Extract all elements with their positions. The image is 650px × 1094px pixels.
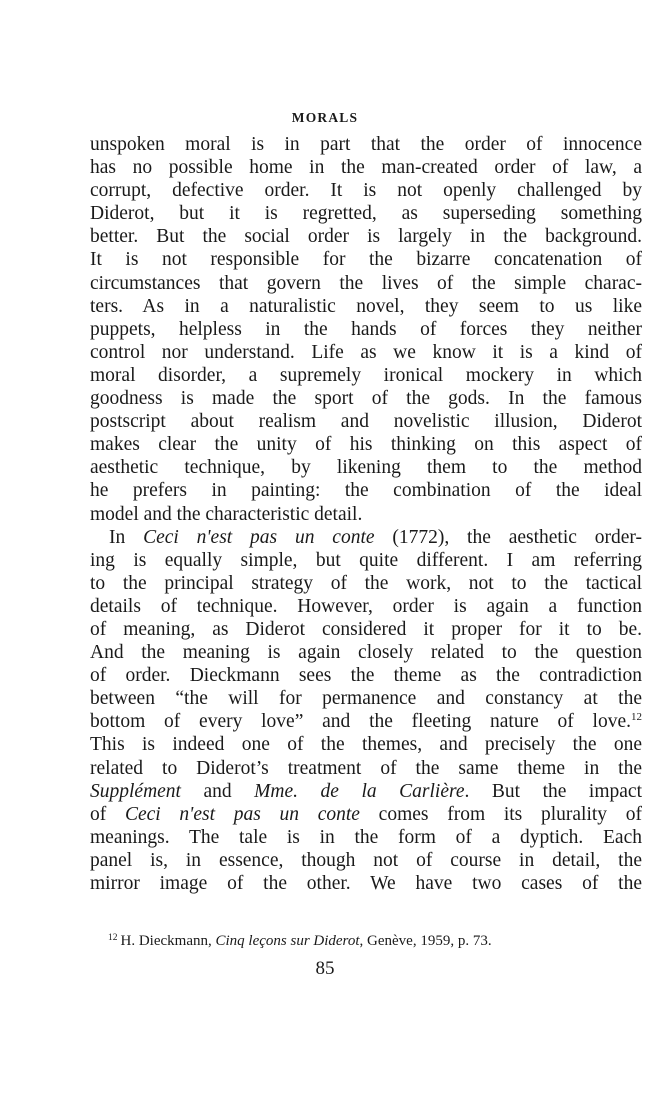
text-segment: of [90, 803, 125, 825]
text-line: ters. As in a naturalistic novel, they seem to us like [90, 295, 642, 317]
text-segment: bottom of every love” and the fleeting nature of love. [90, 711, 631, 733]
text-line: moral disorder, a supremely ironical mockery in which [90, 364, 642, 386]
text-line: related to Diderot’s treatment of the same theme in the [90, 757, 642, 779]
body-text [90, 133, 642, 895]
text-line: model and the characteristic detail. [90, 503, 363, 525]
text-line: ing is equally simple, but quite different. I am referring [90, 549, 642, 571]
text-segment: In [109, 526, 144, 548]
text-line: control nor understand. Life as we know it is a kind of [90, 341, 642, 363]
work-title: Ceci n'est pas un conte [124, 803, 360, 825]
text-line: he prefers in painting: the combination of the ideal [90, 480, 642, 502]
text-line: makes clear the unity of his thinking on this aspect of [90, 434, 642, 456]
text-line: to the principal strategy of the work, not to the tactical [90, 572, 642, 594]
text-line [90, 526, 642, 549]
text-line: details of technique. However, order is again a function [90, 595, 642, 617]
text-line: of order. Dieckmann sees the theme as the contradiction [90, 665, 642, 687]
work-title: Mme. de la Carlière [254, 780, 465, 802]
text-line: circumstances that govern the lives of the simple charac- [90, 272, 642, 294]
text-segment: comes from its plurality of [359, 803, 642, 825]
text-line: Diderot, but it is regretted, as superseding something [90, 203, 642, 225]
text-line: postscript about realism and novelistic illusion, Diderot [90, 411, 642, 433]
text-line [90, 710, 642, 733]
text-line: has no possible home in the man-created order of law, a [90, 157, 642, 179]
footnote-title: Cinq leçons sur Diderot [215, 933, 360, 949]
text-line: goodness is made the sport of the gods. In the famous [90, 388, 642, 410]
text-segment: (1772), the aesthetic order- [374, 526, 642, 548]
text-line: of meaning, as Diderot considered it proper for it to be. [90, 618, 642, 640]
footnote [108, 933, 642, 950]
text-line: This is indeed one of the themes, and precisely the one [90, 734, 642, 756]
text-line: better. But the social order is largely in the background. [90, 226, 642, 248]
text-line: corrupt, defective order. It is not openly challenged by [90, 180, 642, 202]
footnote-author: H. Dieckmann, [120, 933, 216, 949]
page-number: 85 [315, 958, 335, 979]
footnote-number: 12 [108, 933, 118, 943]
work-title: Ceci n'est pas un conte [143, 526, 375, 548]
text-line [90, 803, 642, 826]
text-line: mirror image of the other. We have two cases of the [90, 873, 642, 894]
text-line: between “the will for permanence and constancy at the [90, 688, 642, 710]
text-line: puppets, helpless in the hands of forces they neither [90, 318, 642, 340]
footnote-reference[interactable]: 12 [631, 711, 642, 724]
text-line: panel is, in essence, though not of course in detail, the [90, 849, 642, 871]
text-line [90, 780, 642, 803]
footnote-details: , Genève, 1959, p. 73. [359, 933, 492, 949]
text-line: meanings. The tale is in the form of a dyptich. Each [90, 826, 642, 848]
text-segment: . But the impact [464, 780, 642, 802]
text-line: And the meaning is again closely related to the question [90, 642, 642, 664]
text-segment: and [180, 780, 255, 802]
running-head: MORALS [291, 110, 359, 125]
text-line: aesthetic technique, by likening them to the method [90, 457, 642, 479]
text-line: It is not responsible for the bizarre concatenation of [90, 249, 642, 271]
work-title: Supplément [90, 780, 181, 802]
text-line: unspoken moral is in part that the order of innocence [90, 134, 642, 155]
